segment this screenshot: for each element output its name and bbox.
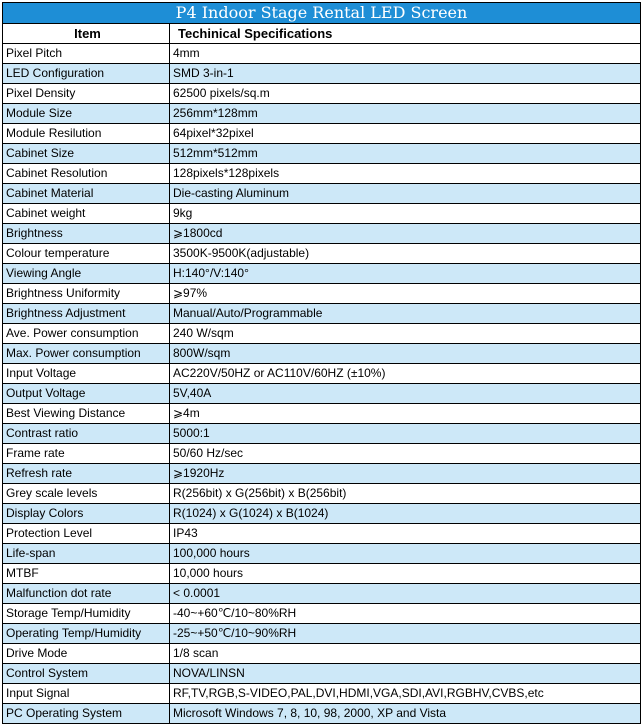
row-spec: NOVA/LINSN [170, 664, 641, 684]
table-row [3, 584, 641, 604]
table-row [3, 264, 641, 284]
row-spec: Manual/Auto/Programmable [170, 304, 641, 324]
row-item: Brightness [3, 224, 170, 244]
row-spec: 512mm*512mm [170, 144, 641, 164]
title-row [3, 3, 641, 24]
row-spec: 800W/sqm [170, 344, 641, 364]
row-item: Best Viewing Distance [3, 404, 170, 424]
table-row [3, 304, 641, 324]
row-spec: ⩾97% [170, 284, 641, 304]
row-item: Control System [3, 664, 170, 684]
row-item: Malfunction dot rate [3, 584, 170, 604]
row-item: Ave. Power consumption [3, 324, 170, 344]
table-row [3, 224, 641, 244]
row-spec: 240 W/sqm [170, 324, 641, 344]
spec-sheet [2, 2, 640, 724]
row-spec: 5000:1 [170, 424, 641, 444]
row-item: Cabinet Size [3, 144, 170, 164]
table-row [3, 44, 641, 64]
table-row [3, 544, 641, 564]
row-spec: ⩾1800cd [170, 224, 641, 244]
row-spec: R(256bit) x G(256bit) x B(256bit) [170, 484, 641, 504]
row-spec: 4mm [170, 44, 641, 64]
row-spec: AC220V/50HZ or AC110V/60HZ (±10%) [170, 364, 641, 384]
row-spec: -25~+50℃/10~90%RH [170, 624, 641, 644]
header-spec: Techinical Specifications [170, 24, 641, 44]
table-row [3, 704, 641, 724]
row-item: Module Size [3, 104, 170, 124]
table-row [3, 384, 641, 404]
row-item: Contrast ratio [3, 424, 170, 444]
row-item: Colour temperature [3, 244, 170, 264]
table-row [3, 124, 641, 144]
row-item: Refresh rate [3, 464, 170, 484]
table-row [3, 664, 641, 684]
row-item: Life-span [3, 544, 170, 564]
row-spec: 9kg [170, 204, 641, 224]
table-row [3, 444, 641, 464]
spec-table [2, 2, 641, 724]
row-item: Protection Level [3, 524, 170, 544]
row-item: Module Resilution [3, 124, 170, 144]
table-row [3, 364, 641, 384]
row-spec: Die-casting Aluminum [170, 184, 641, 204]
row-item: Display Colors [3, 504, 170, 524]
row-spec: 100,000 hours [170, 544, 641, 564]
table-row [3, 504, 641, 524]
table-row [3, 244, 641, 264]
table-row [3, 64, 641, 84]
row-spec: 64pixel*32pixel [170, 124, 641, 144]
row-spec: RF,TV,RGB,S-VIDEO,PAL,DVI,HDMI,VGA,SDI,AVI,RGBHV,CVBS,etc [170, 684, 641, 704]
table-row [3, 204, 641, 224]
row-spec: ⩾4m [170, 404, 641, 424]
table-row [3, 344, 641, 364]
table-row [3, 564, 641, 584]
row-item: Viewing Angle [3, 264, 170, 284]
row-spec: R(1024) x G(1024) x B(1024) [170, 504, 641, 524]
row-item: Pixel Density [3, 84, 170, 104]
table-row [3, 624, 641, 644]
row-item: PC Operating System [3, 704, 170, 724]
row-item: Drive Mode [3, 644, 170, 664]
table-row [3, 464, 641, 484]
table-row [3, 324, 641, 344]
table-row [3, 84, 641, 104]
table-row [3, 604, 641, 624]
table-row [3, 164, 641, 184]
row-spec: ⩾1920Hz [170, 464, 641, 484]
row-item: Cabinet Material [3, 184, 170, 204]
row-spec: 10,000 hours [170, 564, 641, 584]
row-item: Input Signal [3, 684, 170, 704]
row-spec: 62500 pixels/sq.m [170, 84, 641, 104]
row-item: Cabinet weight [3, 204, 170, 224]
header-item: Item [3, 24, 170, 44]
table-row [3, 404, 641, 424]
table-title: P4 Indoor Stage Rental LED Screen [3, 3, 641, 24]
row-spec: 1/8 scan [170, 644, 641, 664]
row-spec: Microsoft Windows 7, 8, 10, 98, 2000, XP and Vista [170, 704, 641, 724]
table-row [3, 684, 641, 704]
row-item: Grey scale levels [3, 484, 170, 504]
row-spec: H:140°/V:140° [170, 264, 641, 284]
row-spec: 3500K-9500K(adjustable) [170, 244, 641, 264]
row-spec: 256mm*128mm [170, 104, 641, 124]
row-spec: < 0.0001 [170, 584, 641, 604]
table-row [3, 644, 641, 664]
row-spec: 128pixels*128pixels [170, 164, 641, 184]
row-item: Brightness Uniformity [3, 284, 170, 304]
table-row [3, 424, 641, 444]
table-row [3, 104, 641, 124]
row-item: Max. Power consumption [3, 344, 170, 364]
row-item: Operating Temp/Humidity [3, 624, 170, 644]
row-item: Brightness Adjustment [3, 304, 170, 324]
row-item: Input Voltage [3, 364, 170, 384]
row-spec: 50/60 Hz/sec [170, 444, 641, 464]
table-row [3, 184, 641, 204]
row-spec: IP43 [170, 524, 641, 544]
table-row [3, 524, 641, 544]
row-item: Output Voltage [3, 384, 170, 404]
row-item: Pixel Pitch [3, 44, 170, 64]
row-spec: -40~+60℃/10~80%RH [170, 604, 641, 624]
row-item: LED Configuration [3, 64, 170, 84]
row-spec: 5V,40A [170, 384, 641, 404]
row-item: MTBF [3, 564, 170, 584]
table-row [3, 284, 641, 304]
row-item: Storage Temp/Humidity [3, 604, 170, 624]
row-item: Cabinet Resolution [3, 164, 170, 184]
row-item: Frame rate [3, 444, 170, 464]
header-row [3, 24, 641, 44]
table-row [3, 484, 641, 504]
row-spec: SMD 3-in-1 [170, 64, 641, 84]
table-row [3, 144, 641, 164]
